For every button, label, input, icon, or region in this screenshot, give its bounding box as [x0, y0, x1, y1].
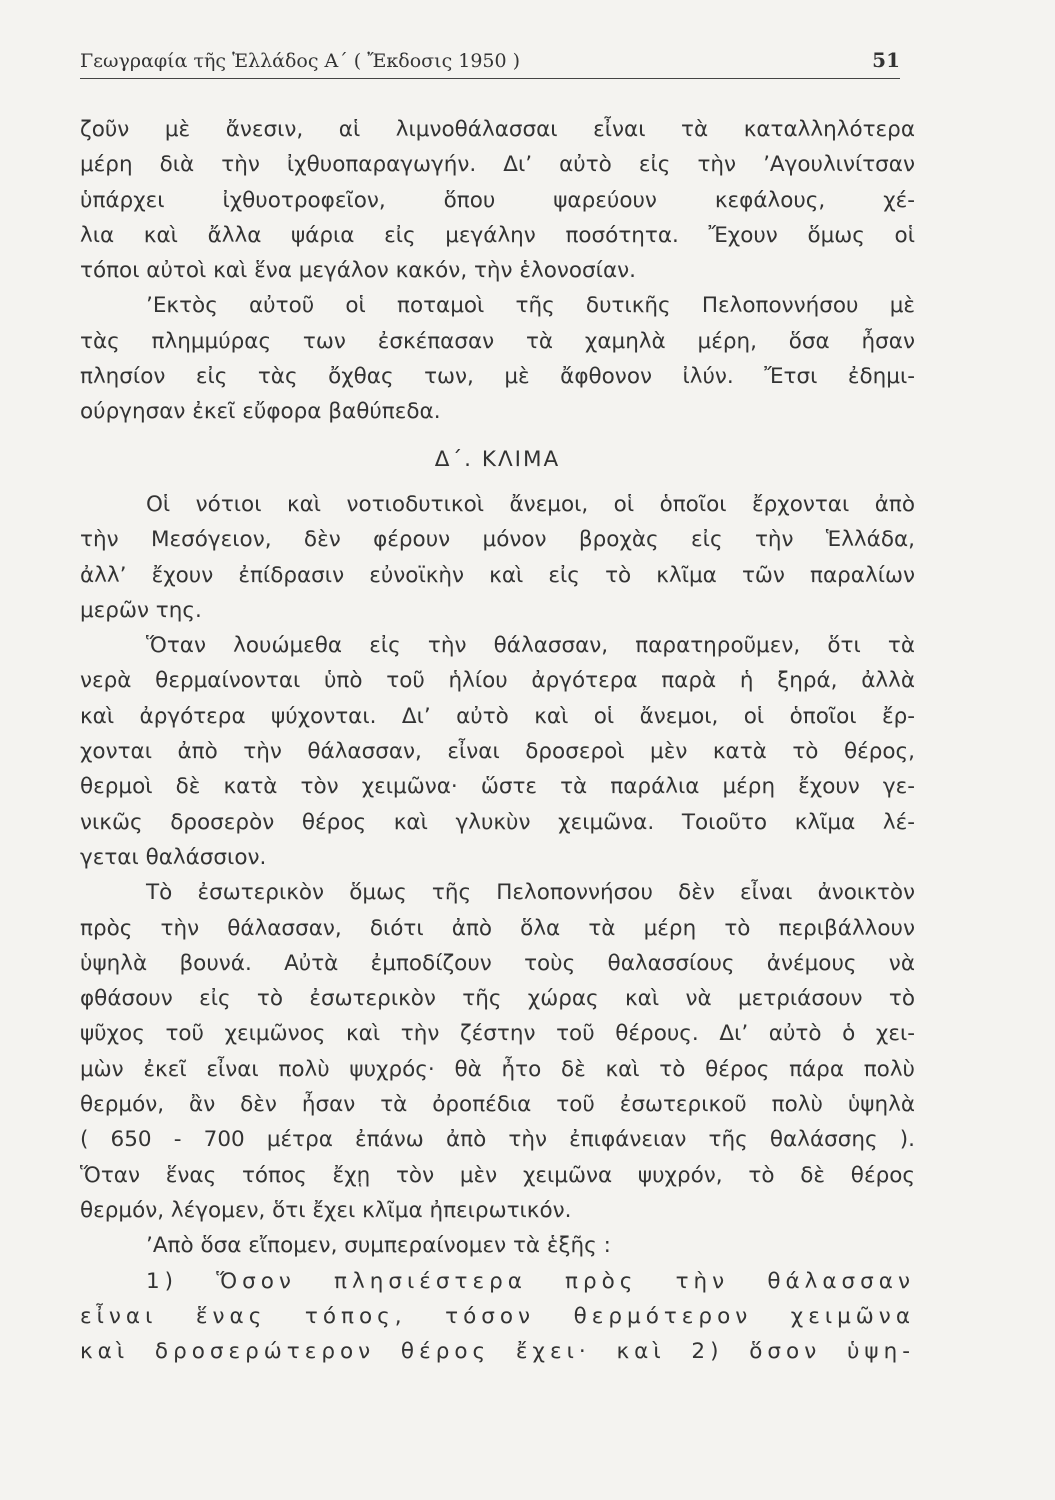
text-line: ούργησαν ἐκεῖ εὔφορα βαθύπεδα. — [80, 399, 441, 425]
paragraph-7 — [80, 1228, 915, 1263]
text-line: ζοῦν μὲ ἄνεσιν, αἱ λιμνοθάλασσαι εἶναι τὰ καταλληλότερα — [80, 117, 915, 142]
text-line: καὶ δροσερώτερον θέρος ἔχει· καὶ 2) ὅσον ὑψη- — [80, 1339, 915, 1365]
text-line: εἶναι ἕνας τόπος, τόσον θερμότερον χειμῶνα — [80, 1303, 915, 1329]
text-line: ’Εκτὸς αὐτοῦ οἱ ποταμοὶ τῆς δυτικῆς Πελοποννήσου μὲ — [146, 293, 915, 319]
text-line: μερῶν της. — [80, 597, 202, 623]
text-line: τὴν Μεσόγειον, δὲν φέρουν μόνον βροχὰς εἰς τὴν Ἑλλάδα, — [80, 527, 915, 553]
text-line: ’Απὸ ὅσα εἴπομεν, συμπεραίνομεν τὰ ἑξῆς : — [146, 1233, 611, 1259]
text-line: νικῶς δροσερὸν θέρος καὶ γλυκὺν χειμῶνα. Τοιοῦτο κλῖμα λέ- — [80, 809, 915, 835]
text-line: λια καὶ ἄλλα ψάρια εἰς μεγάλην ποσότητα. Ἔχουν ὅμως οἱ — [80, 222, 915, 248]
page-number: 51 — [872, 48, 900, 72]
text-line: γεται θαλάσσιον. — [80, 844, 267, 870]
paragraph-8 — [80, 1264, 915, 1370]
text-line: θερμόν, λέγομεν, ὅτι ἔχει κλῖμα ἠπειρωτικόν. — [80, 1197, 572, 1223]
paragraph-1 — [80, 112, 915, 288]
text-line: μέρη διὰ τὴν ἰχθυοπαραγωγήν. Δι’ αὐτὸ εἰς τὴν ’Αγουλινίτσαν — [80, 152, 915, 178]
header-title: Γεωγραφία τῆς Ἑλλάδος Α΄ ( Ἔκδοσις 1950 ) — [80, 50, 521, 72]
text-line: Ὅταν λουώμεθα εἰς τὴν θάλασσαν, παρατηροῦμεν, ὅτι τὰ — [146, 633, 915, 659]
paragraph-2 — [80, 288, 915, 429]
text-line: ἀλλ’ ἔχουν ἐπίδρασιν εὐνοϊκὴν καὶ εἰς τὸ κλῖμα τῶν παραλίων — [80, 562, 915, 588]
text-line: ψῦχος τοῦ χειμῶνος καὶ τὴν ζέστην τοῦ θέρους. Δι’ αὐτὸ ὁ χει- — [80, 1021, 915, 1047]
text-line: Οἱ νότιοι καὶ νοτιοδυτικοὶ ἄνεμοι, οἱ ὁποῖοι ἔρχονται ἀπὸ — [146, 491, 915, 517]
text-line: πλησίον εἰς τὰς ὄχθας των, μὲ ἄφθονον ἰλύν. Ἔτσι ἐδημι- — [80, 364, 915, 390]
text-line: τόποι αὐτοὶ καὶ ἕνα μεγάλον κακόν, τὴν ἑλονοσίαν. — [80, 258, 636, 284]
text-line: νερὰ θερμαίνονται ὑπὸ τοῦ ἡλίου ἀργότερα παρὰ ἡ ξηρά, ἀλλὰ — [80, 668, 915, 694]
text-line: μὼν ἐκεῖ εἶναι πολὺ ψυχρός· θὰ ἦτο δὲ καὶ τὸ θέρος πάρα πολὺ — [80, 1056, 915, 1082]
text-line: τὰς πλημμύρας των ἐσκέπασαν τὰ χαμηλὰ μέρη, ὅσα ἦσαν — [80, 328, 915, 354]
text-line: 1) Ὅσον πλησιέστερα πρὸς τὴν θάλασσαν — [146, 1268, 915, 1294]
text-line: θερμόν, ἂν δὲν ἦσαν τὰ ὀροπέδια τοῦ ἐσωτερικοῦ πολὺ ὑψηλὰ — [80, 1092, 915, 1118]
section-heading: Δ΄. ΚΛΙΜΑ — [434, 446, 561, 472]
text-line: φθάσουν εἰς τὸ ἐσωτερικὸν τῆς χώρας καὶ νὰ μετριάσουν τὸ — [80, 986, 915, 1012]
text-line: καὶ ἀργότερα ψύχονται. Δι’ αὐτὸ καὶ οἱ ἄνεμοι, οἱ ὁποῖοι ἔρ- — [80, 703, 915, 729]
text-line: ὑπάρχει ἰχθυοτροφεῖον, ὅπου ψαρεύουν κεφάλους, χέ- — [80, 187, 915, 213]
paragraph-4 — [80, 628, 915, 875]
text-line: θερμοὶ δὲ κατὰ τὸν χειμῶνα· ὥστε τὰ παράλια μέρη ἔχουν γε- — [80, 774, 915, 800]
text-line: ὑψηλὰ βουνά. Αὐτὰ ἐμποδίζουν τοὺς θαλασσίους ἀνέμους νὰ — [80, 950, 915, 976]
text-line: Ὅταν ἕνας τόπος ἔχῃ τὸν μὲν χειμῶνα ψυχρόν, τὸ δὲ θέρος — [80, 1162, 915, 1188]
paragraph-3 — [80, 487, 915, 628]
text-line: ( 650 - 700 μέτρα ἐπάνω ἀπὸ τὴν ἐπιφάνειαν τῆς θαλάσσης ). — [80, 1127, 915, 1153]
text-line: Τὸ ἐσωτερικὸν ὅμως τῆς Πελοποννήσου δὲν εἶναι ἀνοικτὸν — [146, 880, 915, 906]
text-line: πρὸς τὴν θάλασσαν, διότι ἀπὸ ὅλα τὰ μέρη τὸ περιβάλλουν — [80, 915, 915, 941]
body-text — [80, 112, 915, 1369]
running-header — [80, 44, 900, 79]
paragraph-5 — [80, 875, 915, 1157]
text-line: χονται ἀπὸ τὴν θάλασσαν, εἶναι δροσεροὶ μὲν κατὰ τὸ θέρος, — [80, 739, 915, 765]
paragraph-6 — [80, 1158, 915, 1229]
